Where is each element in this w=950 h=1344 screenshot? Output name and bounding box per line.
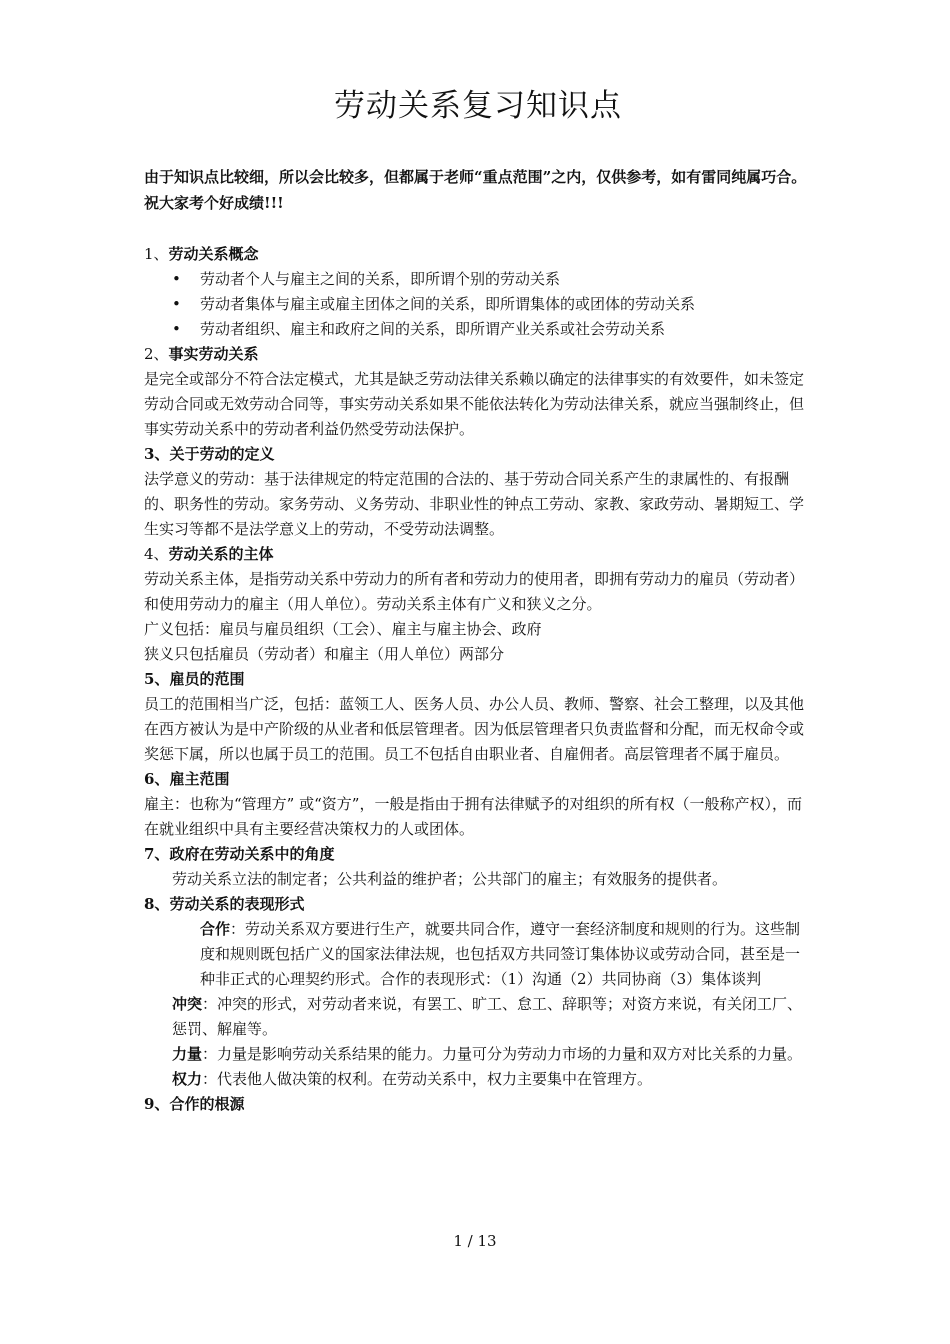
section-body-4: 劳动关系主体，是指劳动关系中劳动力的所有者和劳动力的使用者，即拥有劳动力的雇员（劳动者）和使用劳动力的雇主（用人单位）。劳动关系主体有广义和狭义之分。 [144, 570, 805, 613]
list-item-text: 劳动者集体与雇主或雇主团体之间的关系，即所谓集体的或团体的劳动关系 [200, 295, 696, 313]
document-page [144, 84, 812, 1117]
document-title: 劳动关系复习知识点 [334, 88, 622, 124]
cooperation-label: 合作 [200, 920, 231, 938]
section-body-3: 法学意义的劳动：基于法律规定的特定范围的合法的、基于劳动合同关系产生的隶属性的、有报酬的、职务性的劳动。家务劳动、义务劳动、非职业性的钟点工劳动、家教、家政劳动、暑期短工、学生实习等都不是法学意义上的劳动，不受劳动法调整。 [144, 470, 805, 538]
section-heading-4 [144, 542, 812, 567]
conflict-text: ：冲突的形式，对劳动者来说，有罢工、旷工、怠工、辞职等；对资方来说，有关闭工厂、惩罚、解雇等。 [172, 995, 803, 1038]
section-body-7: 劳动关系立法的制定者；公共利益的维护者；公共部门的雇主；有效服务的提供者。 [172, 870, 728, 888]
section-line-broad: 广义包括：雇员与雇员组织（工会）、雇主与雇主协会、政府 [144, 620, 542, 638]
section-number: 2、 [144, 345, 169, 363]
section-heading-9 [144, 1092, 812, 1117]
section-title: 关于劳动的定义 [169, 445, 275, 463]
section-body-2: 是完全或部分不符合法定模式，尤其是缺乏劳动法律关系赖以确定的法律事实的有效要件，如未签定劳动合同或无效劳动合同等，事实劳动关系如果不能依法转化为劳动法律关系，就应当强制终止，但事实劳动关系中的劳动者利益仍然受劳动法保护。 [144, 370, 805, 438]
section-number: 4、 [144, 545, 169, 563]
bullet-list [144, 267, 812, 342]
section-number: 5、 [144, 670, 170, 688]
section-heading-8 [144, 892, 812, 917]
section-number: 7、 [144, 845, 170, 863]
section-heading-5 [144, 667, 812, 692]
section-body-6: 雇主：也称为“管理方” 或“资方”，一般是指由于拥有法律赋予的对组织的所有权（一般称产权），而在就业组织中具有主要经营决策权力的人或团体。 [144, 795, 802, 838]
section-title: 劳动关系的主体 [168, 545, 274, 563]
cooperation-text: ：劳动关系双方要进行生产，就要共同合作，遵守一套经济制度和规则的行为。这些制度和规则既包括广义的国家法律法规，也包括双方共同签订集体协议或劳动合同，甚至是一种非正式的心理契约形式。合作的表现形式：（1）沟通（2）共同协商（3）集体谈判 [200, 920, 801, 988]
section-title: 劳动关系概念 [168, 245, 259, 263]
page-number: 1 / 13 [453, 1232, 497, 1250]
section-heading-3 [144, 442, 812, 467]
list-item [172, 292, 812, 317]
list-item [172, 317, 812, 342]
authority-paragraph [144, 1067, 812, 1092]
section-heading-6 [144, 767, 812, 792]
section-heading-7 [144, 842, 812, 867]
power-label: 力量 [172, 1045, 203, 1063]
section-body-5: 员工的范围相当广泛，包括：蓝领工人、医务人员、办公人员、教师、警察、社会工整理，以及其他在西方被认为是中产阶级的从业者和低层管理者。因为低层管理者只负责监督和分配，而无权命令或奖惩下属，所以也属于员工的范围。员工不包括自由职业者、自雇佣者。高层管理者不属于雇员。 [144, 695, 805, 763]
bullet-icon: • [172, 320, 181, 338]
section-title: 合作的根源 [169, 1095, 245, 1113]
section-heading-2 [144, 342, 812, 367]
cooperation-paragraph [144, 917, 812, 992]
conflict-paragraph [144, 992, 812, 1042]
power-paragraph [144, 1042, 812, 1067]
list-item-text: 劳动者个人与雇主之间的关系，即所谓个别的劳动关系 [200, 270, 561, 288]
section-title: 劳动关系的表现形式 [169, 895, 305, 913]
section-title: 事实劳动关系 [168, 345, 259, 363]
section-number: 1、 [144, 245, 169, 263]
section-number: 3、 [144, 445, 170, 463]
section-number: 6、 [144, 770, 170, 788]
section-heading-1 [144, 242, 812, 267]
bullet-icon: • [172, 270, 181, 288]
list-item [172, 267, 812, 292]
conflict-label: 冲突 [172, 995, 203, 1013]
power-text: ：力量是影响劳动关系结果的能力。力量可分为劳动力市场的力量和双方对比关系的力量。 [202, 1045, 803, 1063]
authority-label: 权力 [172, 1070, 203, 1088]
intro-note: 由于知识点比较细，所以会比较多，但都属于老师“重点范围”之内，仅供参考，如有雷同纯属巧合。祝大家考个好成绩!!! [144, 168, 807, 212]
bullet-icon: • [172, 295, 181, 313]
section-title: 政府在劳动关系中的角度 [169, 845, 335, 863]
section-title: 雇员的范围 [169, 670, 245, 688]
authority-text: ：代表他人做决策的权利。在劳动关系中，权力主要集中在管理方。 [202, 1070, 653, 1088]
section-number: 8、 [144, 895, 170, 913]
list-item-text: 劳动者组织、雇主和政府之间的关系，即所谓产业关系或社会劳动关系 [200, 320, 666, 338]
section-number: 9、 [144, 1095, 170, 1113]
section-title: 雇主范围 [169, 770, 230, 788]
section-line-narrow: 狭义只包括雇员（劳动者）和雇主（用人单位）两部分 [144, 645, 505, 663]
